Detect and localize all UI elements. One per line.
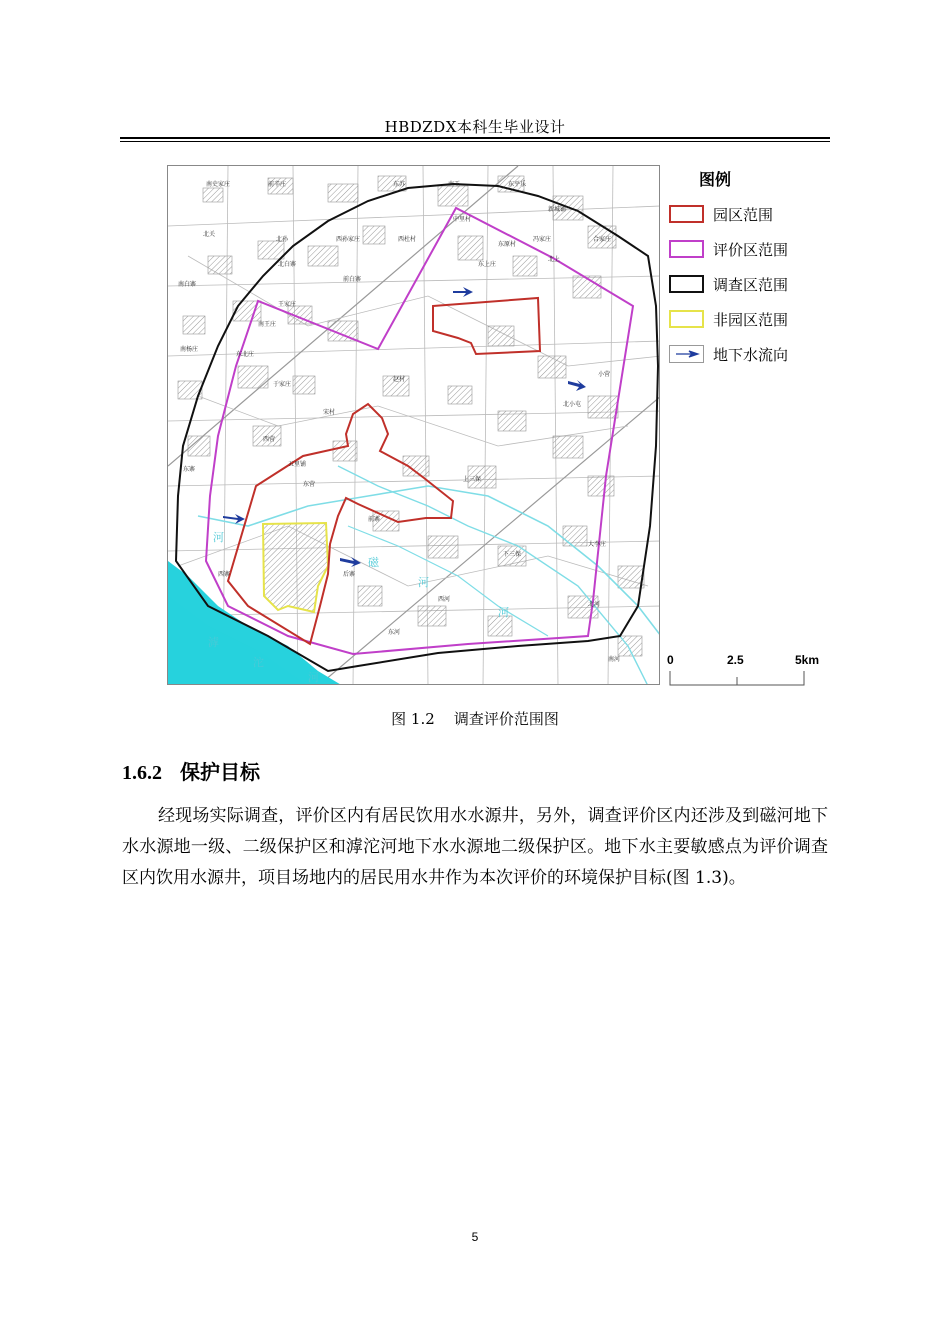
flow-arrow-icon: [670, 346, 703, 362]
svg-text:东原村: 东原村: [498, 241, 517, 248]
svg-text:小营: 小营: [598, 371, 611, 378]
header-rule-thick: [120, 137, 830, 139]
svg-text:河: 河: [498, 606, 509, 619]
svg-text:合家庄: 合家庄: [593, 236, 612, 243]
map-frame: [167, 165, 660, 685]
page-header-title: HBDZDX本科生毕业设计: [384, 118, 566, 136]
svg-text:北上: 北上: [548, 256, 561, 263]
legend-swatch-non-park: [669, 310, 704, 328]
figure-survey-map: [167, 165, 828, 688]
svg-text:五里铺: 五里铺: [288, 461, 307, 468]
legend-title: 图例: [699, 170, 732, 189]
legend-label-flow: 地下水流向: [713, 346, 789, 364]
svg-text:沱: 沱: [253, 656, 264, 669]
legend-label-evaluation: 评价区范围: [713, 241, 789, 259]
scale-label-end: 5km: [795, 653, 820, 667]
section-heading: [122, 756, 260, 785]
svg-text:下三保: 下三保: [503, 551, 522, 558]
svg-text:滹: 滹: [208, 636, 219, 649]
legend-label-non-park: 非园区范围: [713, 311, 789, 329]
legend-label-park: 园区范围: [713, 206, 774, 224]
svg-text:冯家庄: 冯家庄: [533, 236, 552, 243]
svg-text:前寨: 前寨: [368, 516, 381, 523]
svg-text:新城铺: 新城铺: [548, 206, 567, 213]
svg-text:西杜村: 西杜村: [398, 236, 417, 243]
svg-text:南王庄: 南王庄: [258, 321, 277, 328]
svg-text:南史家庄: 南史家庄: [206, 181, 231, 188]
svg-text:东营: 东营: [303, 481, 316, 488]
svg-text:南白寨: 南白寨: [178, 281, 197, 288]
page-number: 5: [471, 1230, 479, 1244]
section-title: 保护目标: [180, 760, 260, 784]
svg-text:于家庄: 于家庄: [273, 381, 292, 388]
svg-text:北河: 北河: [588, 601, 601, 608]
svg-text:大李庄: 大李庄: [588, 541, 607, 548]
legend-item-survey: [667, 273, 827, 295]
legend-label-survey: 调查区范围: [713, 276, 789, 294]
header-rule-thin: [120, 141, 830, 142]
svg-text:南河: 南河: [608, 656, 621, 663]
legend-item-park: [667, 203, 827, 225]
svg-text:宋村: 宋村: [323, 409, 336, 416]
scale-label-mid: 2.5: [727, 653, 744, 667]
svg-text:北小屯: 北小屯: [563, 401, 582, 408]
map-legend: [667, 165, 827, 375]
svg-text:西寨: 西寨: [218, 571, 231, 578]
svg-text:上三保: 上三保: [463, 476, 482, 483]
legend-item-evaluation: [667, 238, 827, 260]
svg-text:王家庄: 王家庄: [278, 301, 297, 308]
section-number: 1.6.2: [122, 762, 162, 784]
legend-swatch-evaluation: [669, 240, 704, 258]
svg-text:东河: 东河: [388, 629, 401, 636]
svg-text:南王: 南王: [448, 181, 461, 188]
svg-text:赵村: 赵村: [393, 376, 406, 383]
svg-text:后寨: 后寨: [343, 571, 356, 578]
svg-text:前白寨: 前白寨: [343, 276, 362, 283]
map-scale-bar: [667, 653, 827, 688]
svg-text:中里村: 中里村: [453, 216, 472, 223]
svg-text:西孙家庄: 西孙家庄: [336, 236, 361, 243]
svg-text:东寨: 东寨: [183, 466, 196, 473]
svg-text:北关: 北关: [203, 231, 216, 238]
legend-swatch-flow: [669, 345, 704, 363]
svg-text:河: 河: [418, 576, 429, 589]
svg-text:南杨庄: 南杨庄: [180, 346, 199, 353]
scale-label-0: 0: [667, 653, 674, 667]
legend-item-non-park: [667, 308, 827, 330]
svg-text:河: 河: [308, 671, 319, 684]
svg-text:磁: 磁: [368, 556, 379, 569]
svg-text:河: 河: [213, 531, 224, 544]
legend-swatch-park: [669, 205, 704, 223]
svg-text:东平乐: 东平乐: [508, 181, 527, 188]
map-svg: [168, 166, 660, 685]
section-paragraph: 经现场实际调查，评价区内有居民饮用水水源井，另外，调查评价区内还涉及到磁河地下水水源地一级、二级保护区和滹沱河地下水水源地二级保护区。地下水主要敏感点为评价调查区内饮用水源井，项目场地内的居民用水井作为本次评价的环境保护目标(图 1.3)。: [122, 806, 828, 888]
figure-caption: 图 1.2 调查评价范围图: [391, 710, 559, 728]
svg-text:北孙: 北孙: [276, 236, 289, 243]
svg-text:西河: 西河: [438, 596, 451, 603]
svg-text:前辛庄: 前辛庄: [268, 181, 287, 188]
legend-item-flow: [667, 343, 827, 365]
svg-text:东北庄: 东北庄: [236, 351, 255, 358]
svg-text:西营: 西营: [263, 436, 276, 443]
scale-bar-line: [667, 653, 827, 688]
legend-swatch-survey: [669, 275, 704, 293]
svg-text:东上庄: 东上庄: [478, 261, 497, 268]
svg-text:北白寨: 北白寨: [278, 261, 297, 268]
svg-text:东苏: 东苏: [393, 181, 406, 188]
